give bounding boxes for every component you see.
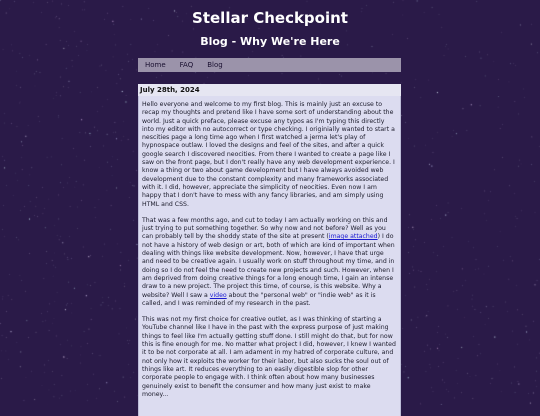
page-subtitle: Blog - Why We're Here bbox=[200, 35, 340, 48]
nav-bar bbox=[138, 58, 401, 72]
post-paragraph-2-text-a: That was a few months ago, and cut to today I am actually working on this and just trying to put something together. So why now and not before? Well as you can probably tell by the shoddy state of the site at present ( bbox=[142, 216, 388, 241]
blog-post-body[interactable] bbox=[138, 96, 401, 416]
nav-item-home[interactable]: Home bbox=[145, 61, 166, 69]
site-title: Stellar Checkpoint bbox=[192, 9, 348, 27]
image-attached-link[interactable]: image attached bbox=[328, 233, 378, 241]
post-paragraph-2-text-c: about the "personal web" or "indie web" as it is called, and I was reminded of my research in the past. bbox=[142, 291, 376, 307]
video-link[interactable]: video bbox=[209, 291, 227, 299]
post-paragraph-2-text-b: ) I do not have a history of web design or art, both of which are kind of important when dealing with things like website development. Now, however, I have that urge and need to be creative again. I usually work on stuff throughout my time, and in doing so I do not feel the need to create new projects and such. However, when I am deprived from doing creative things for a long enough time, I gain an intense draw to a new project. The project this time, of course, is this website. Why a website? Well I saw a bbox=[142, 233, 395, 299]
post-date: July 28th, 2024 bbox=[138, 84, 401, 96]
post-paragraph-1: Hello everyone and welcome to my first blog. This is mainly just an excuse to recap my thoughts and pretend like I have some sort of understanding about the world. Just a quick preface, please excuse any typos as I'm typing this directly into my editor with no autocorrect or type checking. I originially wanted to start a nescities page a long time ago when I first watched a jerma let's play of hypnospace outlaw. I loved the designs and feel of the sites, and after a quick google search I discovered neocities. From there I wanted to create a page like I saw on the front page, but I don't really have any web development experience. I know a thing or two about game development but I have always avoided web development due to the constant complexity and many frameworks associated with it. I did, however, appreciate the simplicity of neocities. Even now I am happy that I don't have to mess with any fancy libraries, and am simply using HTML and CSS. bbox=[142, 101, 395, 208]
nav-item-blog[interactable]: Blog bbox=[207, 61, 223, 69]
post-paragraph-2 bbox=[142, 217, 397, 308]
nav-item-faq[interactable]: FAQ bbox=[179, 61, 194, 69]
post-paragraph-3: This was not my first choice for creative outlet, as I was thinking of starting a YouTube channel like I have in the past with the express purpose of just making things to feel like I'm actually getting stuff done. I still might do that, but for now this is fine enough for me. No matter what project I did, however, I knew I wanted it to be not corporate at all. I am adament in my hatred of corporate culture, and not only how it exploits the worker for their labor, but also sucks the soul out of things like art. It reduces everything to an easily digestible slop for other corporate people to engage with. I think often about how many businesses genuinely exist to benefit the consumer and how many just exist to make money... bbox=[142, 316, 396, 398]
